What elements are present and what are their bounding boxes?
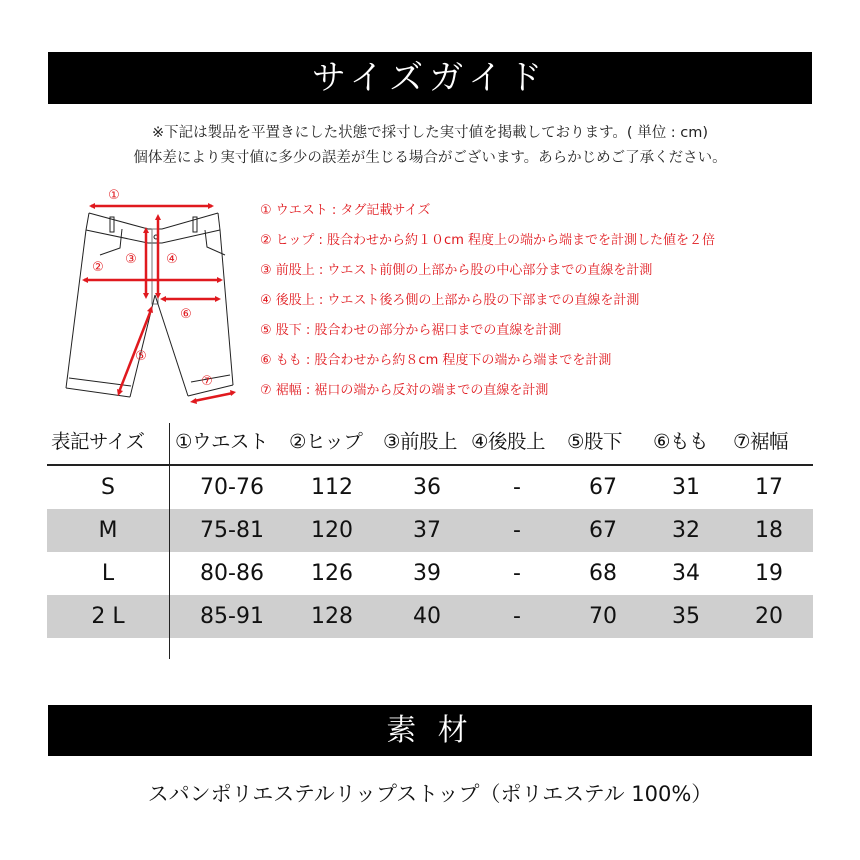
cell-thigh: 31 [672,475,700,500]
cell-thigh: 35 [672,604,700,629]
cell-size: L [101,561,115,586]
size-guide-banner [48,52,812,104]
cell-hip: 112 [311,475,353,500]
cell-back-rise: - [513,561,521,586]
header-hem-width: ⑦裾幅 [733,430,788,453]
cell-front-rise: 36 [413,475,441,500]
cell-waist: 80-86 [200,561,264,586]
cell-front-rise: 39 [413,561,441,586]
svg-text:④: ④ [166,252,178,267]
cell-size: M [98,518,118,543]
material-title: 素 材 [386,713,474,748]
cell-back-rise: - [513,518,521,543]
header-size: 表記サイズ [51,430,145,453]
cell-inseam: 70 [589,604,617,629]
cell-inseam: 67 [589,475,617,500]
legend-waist: ① ウエスト : タグ記載サイズ [260,203,431,218]
cell-hem-width: 17 [755,475,783,500]
cell-hip: 120 [311,518,353,543]
note-line-1: ※下記は製品を平置きにした状態で採寸した実寸値を掲載しております。( 単位 : cm) [151,125,709,141]
table-row-m [47,509,813,552]
measurement-legend [260,200,715,410]
svg-text:⑥: ⑥ [180,307,192,322]
header-thigh: ⑥もも [653,430,708,453]
table-column-divider [169,423,170,659]
svg-text:③: ③ [125,252,137,267]
cell-thigh: 34 [672,561,700,586]
svg-text:①: ① [108,188,120,203]
svg-text:⑦: ⑦ [201,374,213,389]
cell-size: S [101,475,115,500]
cell-hem-width: 19 [755,561,783,586]
material-banner [48,705,812,756]
cell-back-rise: - [513,475,521,500]
table-row-l [47,552,813,595]
svg-text:⑤: ⑤ [135,349,147,364]
header-inseam: ⑤股下 [567,430,622,453]
material-description: スパンポリエステルリップストップ（ポリエステル 100%） [147,782,713,806]
legend-thigh: ⑥ もも : 股合わせから約８cm 程度下の端から端までを計測 [260,353,612,368]
size-table [47,420,813,638]
legend-hip: ② ヒップ : 股合わせから約１０cm 程度上の端から端までを計測した値を２倍 [260,233,715,248]
cell-thigh: 32 [672,518,700,543]
cell-hip: 126 [311,561,353,586]
table-row-s [47,466,813,509]
cell-back-rise: - [513,604,521,629]
header-hip: ②ヒップ [289,430,363,453]
cell-front-rise: 40 [413,604,441,629]
size-guide-title: サイズガイド [311,58,549,98]
note-line-2: 個体差により実寸値に多少の誤差が生じる場合がございます。あらかじめご了承ください。 [133,150,727,166]
cell-waist: 75-81 [200,518,264,543]
header-front-rise: ③前股上 [383,430,457,453]
shorts-measurement-diagram-icon [60,185,250,405]
cell-inseam: 67 [589,518,617,543]
cell-size: 2 L [91,604,125,629]
header-waist: ①ウエスト [175,430,268,453]
legend-hem-width: ⑦ 裾幅 : 裾口の端から反対の端までの直線を計測 [260,383,549,398]
table-header [47,420,813,466]
legend-back-rise: ④ 後股上 : ウエスト後ろ側の上部から股の下部までの直線を計測 [260,293,640,308]
cell-waist: 85-91 [200,604,264,629]
svg-text:②: ② [92,260,104,275]
cell-hem-width: 18 [755,518,783,543]
cell-hem-width: 20 [755,604,783,629]
legend-inseam: ⑤ 股下 : 股合わせの部分から裾口までの直線を計測 [260,323,562,338]
cell-inseam: 68 [589,561,617,586]
cell-waist: 70-76 [200,475,264,500]
measurement-notes [0,121,860,171]
cell-hip: 128 [311,604,353,629]
legend-front-rise: ③ 前股上 : ウエスト前側の上部から股の中心部分までの直線を計測 [260,263,653,278]
header-back-rise: ④後股上 [471,430,545,453]
table-row-2l [47,595,813,638]
cell-front-rise: 37 [413,518,441,543]
